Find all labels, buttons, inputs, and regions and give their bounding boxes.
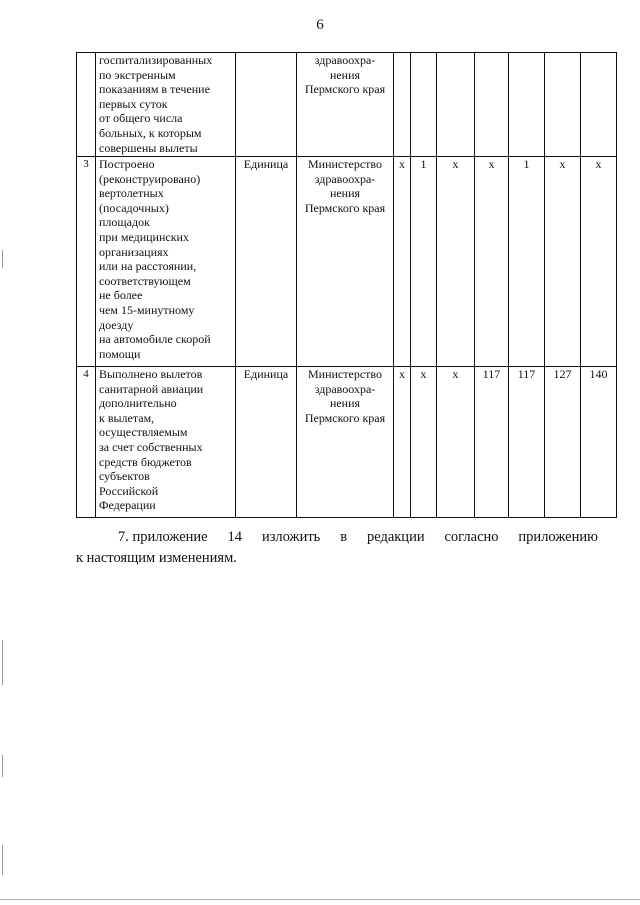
- paragraph-word: 14: [227, 529, 243, 545]
- value-cell: 117: [509, 367, 545, 518]
- page-number: 6: [316, 17, 324, 33]
- value-cell: 127: [545, 367, 581, 518]
- paragraph-word: редакции: [366, 529, 425, 545]
- row-number-cell: 4: [77, 367, 96, 518]
- paragraph-word: приложению: [518, 529, 598, 545]
- value-cell: [545, 53, 581, 157]
- table-row: [77, 157, 617, 367]
- row-number-cell: 3: [77, 157, 96, 367]
- table-row: [77, 53, 617, 157]
- indicator-name-cell: Выполнено вылетов санитарной авиации дополнительно к вылетам, осуществляемым за счет собственных средств бюджетов субъектов Российской Федерации: [96, 367, 236, 518]
- paragraph-word: 7. приложение: [118, 529, 208, 545]
- value-cell: x: [394, 157, 411, 367]
- value-cell: 140: [581, 367, 617, 518]
- row-number-cell: [77, 53, 96, 157]
- value-cell: x: [437, 367, 475, 518]
- value-cell: [411, 53, 437, 157]
- value-cell: 1: [509, 157, 545, 367]
- indicator-name-cell: Построено (реконструировано) вертолетных (посадочных) площадок при медицинских организациях или на расстоянии, соответствующем не более чем 15-минутному доезду на автомобиле скорой помощи: [96, 157, 236, 367]
- scan-artifact: [2, 755, 3, 777]
- value-cell: x: [545, 157, 581, 367]
- value-cell: [437, 53, 475, 157]
- value-cell: x: [437, 157, 475, 367]
- unit-cell: [236, 53, 297, 157]
- scan-edge-line: [0, 899, 640, 900]
- value-cell: x: [581, 157, 617, 367]
- paragraph-word: в: [340, 529, 348, 545]
- scan-artifact: [2, 640, 3, 685]
- indicators-table: [76, 52, 617, 518]
- unit-cell: Единица: [236, 157, 297, 367]
- responsible-cell: здравоохра- нения Пермского края: [297, 53, 394, 157]
- value-cell: 1: [411, 157, 437, 367]
- value-cell: x: [475, 157, 509, 367]
- amendment-paragraph-continuation: к настоящим изменениям.: [76, 550, 237, 566]
- amendment-paragraph: [76, 528, 598, 547]
- unit-cell: Единица: [236, 367, 297, 518]
- value-cell: x: [411, 367, 437, 518]
- value-cell: [581, 53, 617, 157]
- table-row: [77, 367, 617, 518]
- value-cell: x: [394, 367, 411, 518]
- scan-artifact: [2, 250, 3, 268]
- responsible-cell: Министерство здравоохра- нения Пермского края: [297, 157, 394, 367]
- value-cell: 117: [475, 367, 509, 518]
- scan-artifact: [2, 845, 3, 875]
- paragraph-word: изложить: [261, 529, 321, 545]
- paragraph-word: согласно: [444, 529, 499, 545]
- indicator-name-cell: госпитализированных по экстренным показаниям в течение первых суток от общего числа больных, к которым совершены вылеты: [96, 53, 236, 157]
- value-cell: [475, 53, 509, 157]
- value-cell: [394, 53, 411, 157]
- value-cell: [509, 53, 545, 157]
- responsible-cell: Министерство здравоохра- нения Пермского края: [297, 367, 394, 518]
